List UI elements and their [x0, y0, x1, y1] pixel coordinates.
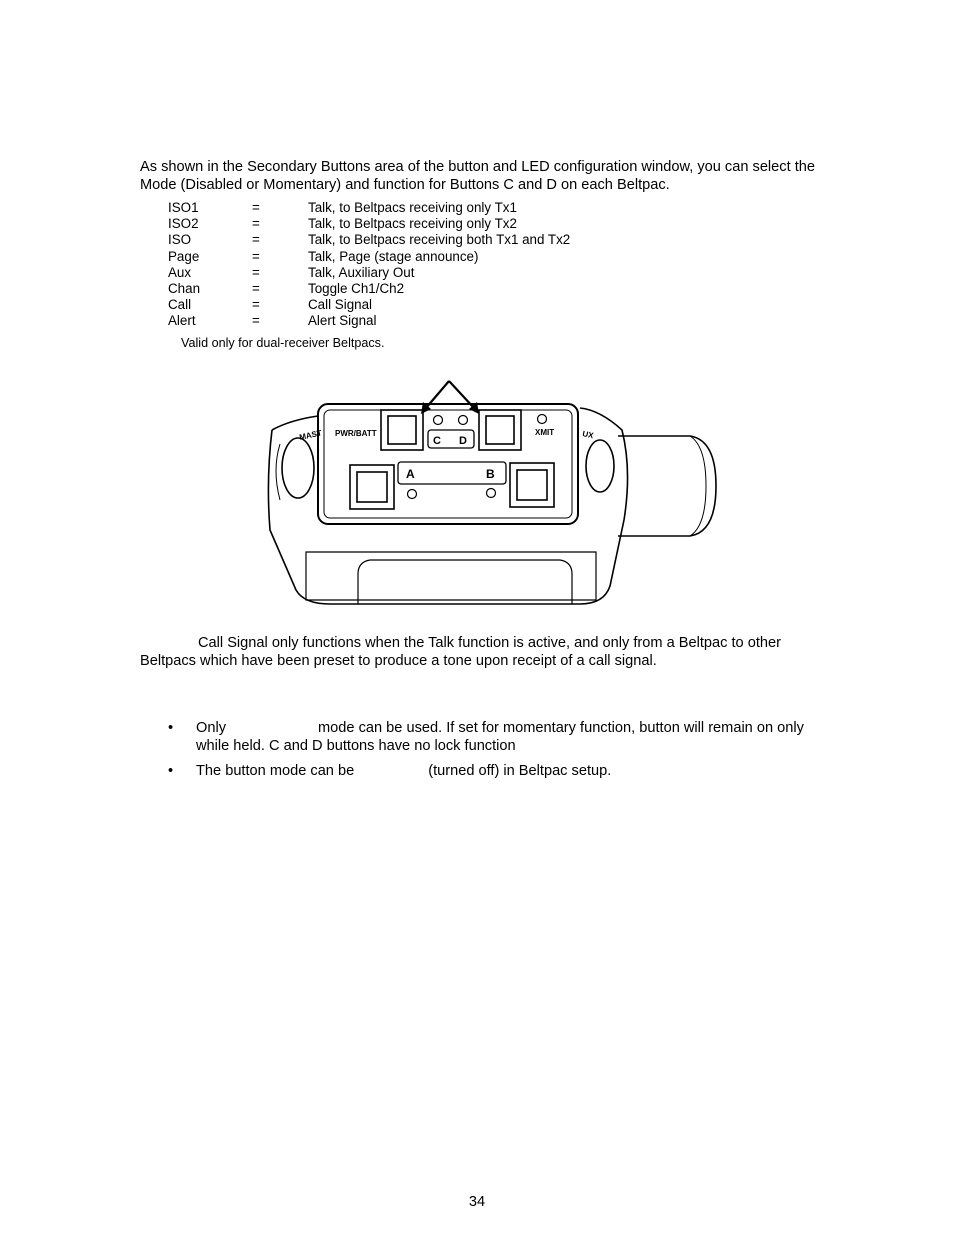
- bullet-icon: •: [168, 763, 174, 779]
- function-description: Toggle Ch1/Ch2: [308, 280, 405, 296]
- footnote: Valid only for dual-receiver Beltpacs.: [181, 336, 385, 350]
- d-label: D: [459, 435, 467, 447]
- function-code: ISO: [168, 232, 192, 248]
- equals-sign: =: [252, 248, 260, 264]
- bullet-icon: •: [168, 720, 174, 736]
- call-signal-note: [140, 634, 840, 670]
- bullet-text-start: Only: [196, 720, 227, 736]
- beltpac-figure: [262, 378, 722, 615]
- aux-label: UX: [581, 429, 595, 441]
- function-code: ISO1: [168, 200, 199, 215]
- function-description: Talk, Page (stage announce): [308, 248, 479, 264]
- c-label: C: [433, 435, 441, 447]
- equals-sign: =: [252, 200, 260, 215]
- b-label: B: [486, 467, 495, 481]
- function-description: Talk, Auxiliary Out: [308, 264, 415, 280]
- function-code: Chan: [168, 280, 201, 296]
- function-description: Talk, to Beltpacs receiving only Tx2: [308, 216, 517, 232]
- equals-sign: =: [252, 264, 260, 280]
- note-text: Call Signal only functions when the Talk function is active, and only from a Beltpac to other Beltpacs which have been preset to produce a tone upon receipt of a call signal.: [140, 635, 781, 669]
- bullet-text-end: mode can be used. If set for momentary function, button will remain on only while held. C and D buttons have no lock function: [196, 720, 804, 754]
- xmit-label: XMIT: [535, 428, 555, 437]
- equals-sign: =: [252, 232, 260, 248]
- function-code: Call: [168, 297, 192, 313]
- list-item: [168, 719, 828, 755]
- intro-paragraph: As shown in the Secondary Buttons area of the button and LED configuration window, you can select the Mode (Disabled or Momentary) and function for Buttons C and D on each Beltpac.: [140, 159, 815, 193]
- beltpac-illustration: [262, 378, 722, 610]
- list-item: [168, 762, 828, 780]
- equals-sign: =: [252, 280, 260, 296]
- bullet-list: [168, 719, 828, 787]
- function-code: Aux: [168, 264, 192, 280]
- function-code: Alert: [168, 313, 196, 329]
- function-description: Talk, to Beltpacs receiving only Tx1: [308, 200, 517, 215]
- function-description: Alert Signal: [308, 313, 377, 329]
- mast-label: MAST: [298, 428, 323, 442]
- function-description: Call Signal: [308, 297, 373, 313]
- function-code: Page: [168, 248, 200, 264]
- page-number: 34: [468, 1194, 486, 1210]
- equals-sign: =: [252, 297, 260, 313]
- equals-sign: =: [252, 313, 260, 329]
- bullet-text-end: (turned off) in Beltpac setup.: [428, 763, 612, 779]
- equals-sign: =: [252, 216, 260, 232]
- function-description: Talk, to Beltpacs receiving both Tx1 and Tx2: [308, 232, 571, 248]
- bullet-text-start: The button mode can be: [196, 763, 355, 779]
- function-code: ISO2: [168, 216, 199, 232]
- a-label: A: [406, 467, 415, 481]
- pwr-batt-label: PWR/BATT: [335, 429, 377, 438]
